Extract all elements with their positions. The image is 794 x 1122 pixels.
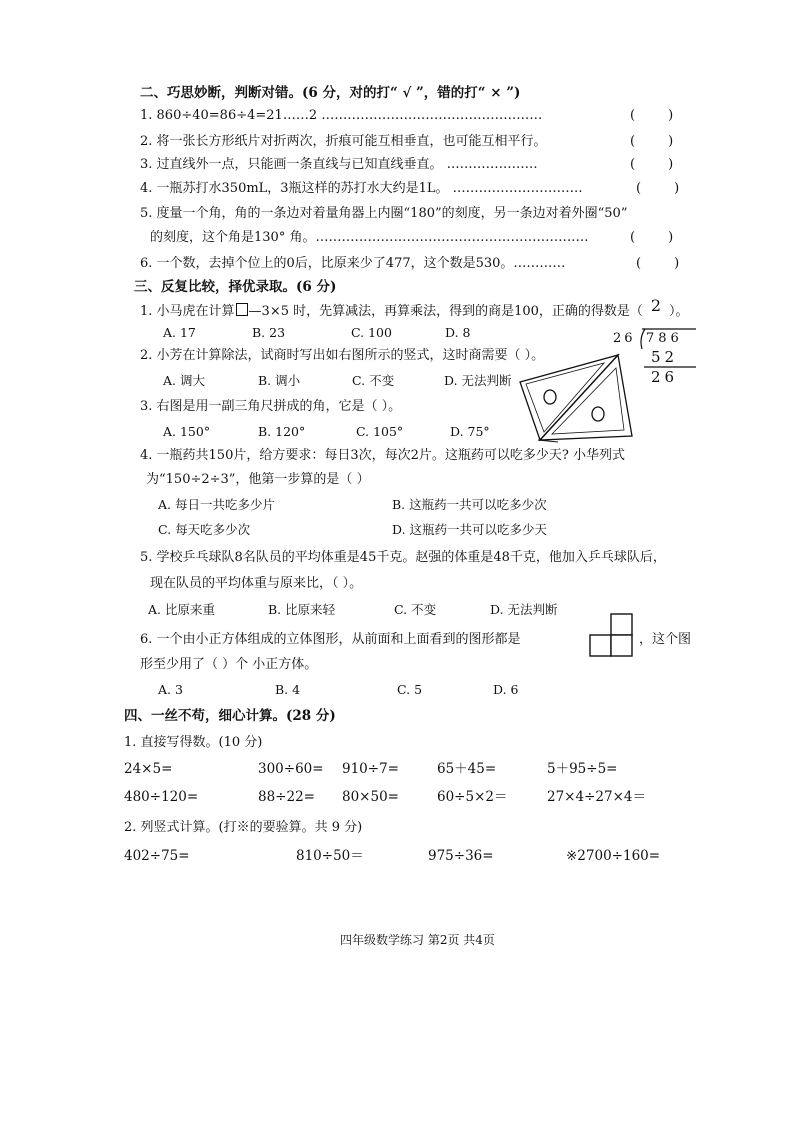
calc-3-1[interactable]: 402÷75= (124, 848, 190, 864)
s2-answer-2[interactable]: ( ) (630, 134, 674, 149)
s3-q3-option-d[interactable]: D. 75° (450, 424, 490, 439)
calc-1-1[interactable]: 24×5= (124, 761, 173, 777)
s3-q6-line1-end: ，这个图 (639, 632, 692, 647)
division-bracket (636, 324, 716, 384)
page-footer: 四年级数学练习 第2页 共4页 (340, 933, 495, 947)
calc-1-2[interactable]: 300÷60= (258, 761, 324, 777)
calc-3-2[interactable]: 810÷50＝ (296, 848, 364, 864)
s3-q4-line2: 为“150÷2÷3”，他第一步算的是（ ） (146, 472, 370, 487)
calc-1-5[interactable]: 5＋95÷5= (547, 761, 618, 777)
s3-q6-option-d[interactable]: D. 6 (493, 682, 519, 697)
s3-q1-option-a[interactable]: A. 17 (163, 325, 196, 340)
cube-view-figure (589, 612, 635, 658)
s3-q4-option-b[interactable]: B. 这瓶药一共可以吃多少次 (392, 497, 547, 512)
triangle-rulers-figure (518, 352, 638, 442)
division-divisor: 26 (613, 331, 636, 346)
s3-q1-option-b[interactable]: B. 23 (252, 325, 286, 340)
s2-answer-1[interactable]: ( ) (630, 108, 674, 123)
section2-title: 二、巧思妙断，判断对错。(6 分，对的打“ √ ”，错的打“ × ”) (140, 85, 521, 101)
s4-sub2: 2. 列竖式计算。(打※的要验算。共 9 分) (124, 820, 363, 835)
s3-q4-option-a[interactable]: A. 每日一共吃多少片 (158, 497, 275, 512)
calc-2-3[interactable]: 80×50= (342, 789, 399, 805)
division-product: 52 (651, 348, 679, 366)
division-remainder: 26 (651, 368, 679, 386)
s3-q1 (140, 296, 689, 321)
s3-q5-option-a[interactable]: A. 比原来重 (148, 602, 215, 617)
s2-answer-6[interactable]: ( ) (636, 256, 680, 271)
s2-item-6: 6. 一个数，去掉个位上的0后，比原来少了477，这个数是530。………… (140, 256, 566, 271)
s3-q5-line2: 现在队员的平均体重与原来比，（ ）。 (150, 576, 363, 591)
s3-q1-end: ）。 (668, 304, 689, 319)
s3-q1-post: —3×5 时，先算减法，再算乘法，得到的商是100，正确的得数是（ (248, 304, 643, 319)
s2-answer-3[interactable]: ( ) (630, 157, 674, 172)
s2-answer-5[interactable]: ( ) (630, 230, 674, 245)
s3-q4-option-c[interactable]: C. 每天吃多少次 (158, 522, 251, 537)
calc-2-5[interactable]: 27×4÷27×4＝ (547, 789, 646, 805)
s3-q3: 3. 右图是用一副三角尺拼成的角，它是（ ）。 (140, 399, 402, 414)
s4-sub1: 1. 直接写得数。(10 分) (124, 735, 263, 750)
s3-q6-option-c[interactable]: C. 5 (397, 682, 423, 697)
s3-q3-option-b[interactable]: B. 120° (258, 424, 306, 439)
blank-box-icon (236, 303, 248, 316)
s3-q5-option-d[interactable]: D. 无法判断 (490, 602, 558, 617)
s2-item-4: 4. 一瓶苏打水350mL，3瓶这样的苏打水大约是1L。 ………………………… (140, 181, 583, 196)
s3-q1-answer[interactable]: 2 (650, 296, 662, 315)
section4-title: 四、一丝不苟，细心计算。(28 分) (124, 708, 336, 724)
s3-q2-option-b[interactable]: B. 调小 (258, 373, 301, 388)
s2-item-5-cont: 的刻度，这个角是130° 角。……………………………………………………… (150, 230, 589, 245)
s3-q2-option-c[interactable]: C. 不变 (352, 373, 395, 388)
s2-answer-4[interactable]: ( ) (636, 181, 680, 196)
s3-q3-option-c[interactable]: C. 105° (356, 424, 404, 439)
s3-q1-pre: 1. 小马虎在计算 (140, 304, 235, 319)
division-dividend: 786 (646, 331, 683, 346)
calc-3-4[interactable]: ※2700÷160= (566, 848, 661, 864)
s3-q5-option-b[interactable]: B. 比原来轻 (268, 602, 336, 617)
s3-q6-line2: 形至少用了（ ）个 小正方体。 (140, 657, 318, 672)
s3-q4-option-d[interactable]: D. 这瓶药一共可以吃多少天 (392, 522, 548, 537)
s3-q2-option-d[interactable]: D. 无法判断 (444, 373, 512, 388)
s3-q4-line1: 4. 一瓶药共150片，给方要求：每日3次，每次2片。这瓶药可以吃多少天? 小华列式 (140, 448, 625, 463)
calc-1-4[interactable]: 65＋45= (437, 761, 497, 777)
calc-2-1[interactable]: 480÷120= (124, 789, 199, 805)
s3-q6-line1: 6. 一个由小正方体组成的立体图形，从前面和上面看到的图形都是 (140, 632, 521, 647)
s2-item-5: 5. 度量一个角，角的一条边对着量角器上内圈“180”的刻度，另一条边对着外圈“50” (140, 206, 628, 221)
s3-q1-option-c[interactable]: C. 100 (351, 325, 392, 340)
s3-q6-option-b[interactable]: B. 4 (275, 682, 301, 697)
calc-3-3[interactable]: 975÷36= (428, 848, 494, 864)
s2-item-3: 3. 过直线外一点，只能画一条直线与已知直线垂直。 ………………… (140, 157, 538, 172)
calc-1-3[interactable]: 910÷7= (342, 761, 399, 777)
s3-q3-option-a[interactable]: A. 150° (163, 424, 211, 439)
calc-2-4[interactable]: 60÷5×2＝ (437, 789, 508, 805)
calc-2-2[interactable]: 88÷22= (258, 789, 315, 805)
s3-q2-option-a[interactable]: A. 调大 (163, 373, 205, 388)
s2-item-1: 1. 860÷40=86÷4=21……2 …………………………………………… (140, 108, 543, 123)
s2-item-2: 2. 将一张长方形纸片对折两次，折痕可能互相垂直，也可能互相平行。 (140, 134, 547, 149)
s3-q2: 2. 小芳在计算除法，试商时写出如右图所示的竖式，这时商需要（ ）。 (140, 348, 545, 363)
section3-title: 三、反复比较，择优录取。(6 分) (134, 279, 337, 295)
s3-q1-option-d[interactable]: D. 8 (445, 325, 471, 340)
s3-q5-line1: 5. 学校乒乓球队8名队员的平均体重是45千克。赵强的体重是48千克，他加入乒乓球队后， (140, 550, 666, 565)
s3-q6-option-a[interactable]: A. 3 (158, 682, 183, 697)
s3-q5-option-c[interactable]: C. 不变 (394, 602, 437, 617)
